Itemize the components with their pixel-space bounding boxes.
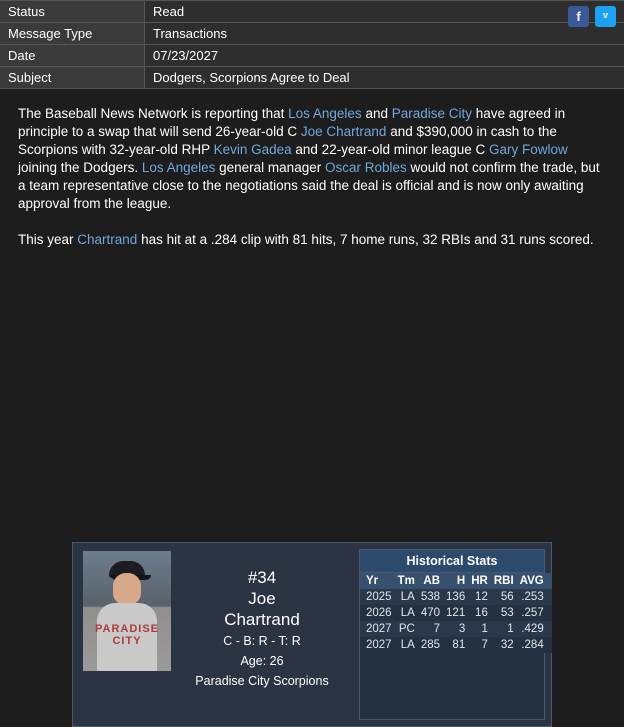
article-body: [0, 89, 624, 249]
text-segment: would not confirm the trade, but a team representative close to the negotiations said the deal is official and is now only awaiting approval from the league.: [18, 160, 600, 211]
header-value-subject: Dodgers, Scorpions Agree to Deal: [145, 67, 624, 89]
text-segment: The Baseball News Network is reporting that: [18, 106, 289, 121]
share-buttons: [568, 6, 616, 27]
cell-rbi: 1: [491, 621, 517, 637]
header-value-message-type: Transactions: [145, 23, 624, 45]
player-bats-throws: C - B: R - T: R: [223, 634, 301, 648]
cell-hr: 1: [468, 621, 491, 637]
message-header-table: [0, 0, 624, 89]
cell-yr: 2026: [360, 605, 395, 621]
player-last-name: Chartrand: [224, 610, 300, 629]
cell-yr: 2027: [360, 621, 395, 637]
cell-rbi: 56: [491, 589, 517, 605]
facebook-icon[interactable]: f: [568, 6, 589, 27]
text-segment: has hit at a .284 clip with 81 hits, 7 home runs, 32 RBIs and 31 runs scored.: [137, 232, 594, 247]
text-segment: This year: [18, 232, 78, 247]
header-row-date: [0, 45, 624, 67]
cell-hr: 7: [468, 637, 491, 653]
cell-ab: 538: [418, 589, 443, 605]
historical-stats-table: [360, 573, 552, 653]
cell-tm: PC: [395, 621, 418, 637]
cell-h: 121: [443, 605, 468, 621]
link-paradise-city[interactable]: Paradise City: [391, 106, 473, 121]
link-kevin-gadea[interactable]: Kevin Gadea: [213, 142, 292, 157]
player-first-name: Joe: [248, 589, 276, 608]
text-segment: and: [361, 106, 392, 121]
historical-stats-title: Historical Stats: [360, 550, 544, 573]
player-portrait: [83, 551, 171, 671]
header-row-subject: [0, 67, 624, 89]
cell-rbi: 53: [491, 605, 517, 621]
stats-col-ab: AB: [418, 573, 443, 589]
player-team: Paradise City Scorpions: [195, 674, 329, 688]
header-label-subject: Subject: [0, 67, 145, 89]
stats-col-tm: Tm: [395, 573, 418, 589]
text-segment: and 22-year-old minor league C: [291, 142, 490, 157]
player-card-right: [359, 543, 551, 726]
stats-col-h: H: [443, 573, 468, 589]
link-los-angeles-2[interactable]: Los Angeles: [141, 160, 216, 175]
face-shape: [113, 573, 141, 605]
historical-stats-box: [359, 549, 545, 720]
header-value-date: 07/23/2027: [145, 45, 624, 67]
stats-col-yr: Yr: [360, 573, 395, 589]
cell-ab: 7: [418, 621, 443, 637]
cell-tm: LA: [395, 589, 418, 605]
cell-h: 3: [443, 621, 468, 637]
link-los-angeles[interactable]: Los Angeles: [288, 106, 362, 121]
text-segment: joining the Dodgers.: [18, 160, 142, 175]
header-label-status: Status: [0, 1, 145, 23]
cell-avg: .429: [517, 621, 552, 637]
article-paragraph-1: [18, 105, 606, 213]
text-segment: general manager: [215, 160, 325, 175]
cell-hr: 16: [468, 605, 491, 621]
link-oscar-robles[interactable]: Oscar Robles: [324, 160, 407, 175]
header-label-date: Date: [0, 45, 145, 67]
cell-h: 81: [443, 637, 468, 653]
player-card[interactable]: [72, 542, 552, 727]
table-row: [360, 605, 552, 621]
cell-ab: 285: [418, 637, 443, 653]
twitter-icon[interactable]: ᵛ: [595, 6, 616, 27]
table-row: [360, 621, 552, 637]
stats-col-hr: HR: [468, 573, 491, 589]
jersey-text: PARADISE CITY: [94, 623, 160, 647]
cell-yr: 2027: [360, 637, 395, 653]
header-row-status: [0, 1, 624, 23]
link-joe-chartrand[interactable]: Joe Chartrand: [300, 124, 387, 139]
cell-hr: 12: [468, 589, 491, 605]
cell-ab: 470: [418, 605, 443, 621]
cell-yr: 2025: [360, 589, 395, 605]
cell-avg: .284: [517, 637, 552, 653]
text-segment: and $390,000 in cash to the Scorpions with 32-year-old RHP: [18, 124, 557, 157]
header-value-status: Read: [145, 1, 624, 23]
cell-avg: .253: [517, 589, 552, 605]
article-paragraph-2: [18, 231, 606, 249]
player-card-left: [73, 543, 359, 726]
table-row: [360, 589, 552, 605]
table-row: [360, 637, 552, 653]
stats-col-avg: AVG: [517, 573, 552, 589]
link-chartrand[interactable]: Chartrand: [77, 232, 138, 247]
header-label-message-type: Message Type: [0, 23, 145, 45]
link-gary-fowlow[interactable]: Gary Fowlow: [489, 142, 568, 157]
player-jersey-number: #34: [247, 568, 277, 587]
player-info: [171, 551, 353, 720]
cell-avg: .257: [517, 605, 552, 621]
cell-rbi: 32: [491, 637, 517, 653]
stats-col-rbi: RBI: [491, 573, 517, 589]
header-row-message-type: [0, 23, 624, 45]
cell-h: 136: [443, 589, 468, 605]
cell-tm: LA: [395, 605, 418, 621]
stats-header-row: [360, 573, 552, 589]
cell-tm: LA: [395, 637, 418, 653]
text-segment: have agreed in principle to a swap that will send 26-year-old C: [18, 106, 566, 139]
player-age: Age: 26: [240, 654, 284, 668]
